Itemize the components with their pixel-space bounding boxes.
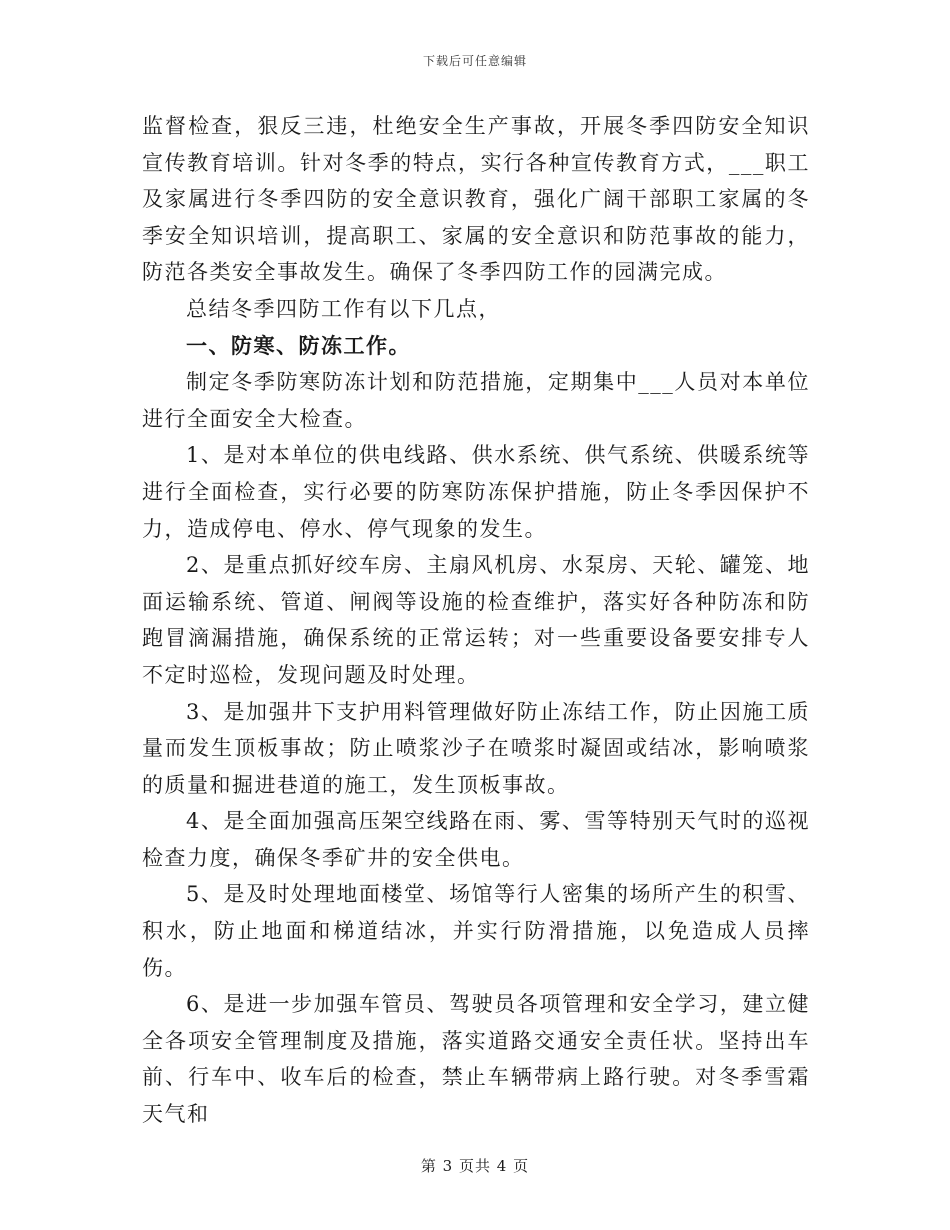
list-item-3: 3、是加强井下支护用料管理做好防止冻结工作，防止因施工质量而发生顶板事故；防止喷浆沙子在喷浆时凝固或结冰，影响喷浆的质量和掘进巷道的施工，发生顶板事故。 [142,699,810,797]
list-item-5: 5、是及时处理地面楼堂、场馆等行人密集的场所产生的积雪、积水，防止地面和梯道结冰，并实行防滑措施，以免造成人员摔伤。 [142,882,810,980]
section-heading-cold-protection: 一、防寒、防冻工作。 [186,332,411,358]
paragraph-continuation: 监督检查，狠反三违，杜绝安全生产事故，开展冬季四防安全知识宣传教育培训。针对冬季的特点，实行各种宣传教育方式，___职工及家属进行冬季四防的安全意识教育，强化广阔干部职工家属的冬季安全知识培训，提高职工、家属的安全意识和防范事故的能力，防范各类安全事故发生。确保了冬季四防工作的园满完成。 [142,114,810,285]
list-item-2: 2、是重点抓好绞车房、主扇风机房、水泵房、天轮、罐笼、地面运输系统、管道、闸阀等设施的检查维护，落实好各种防冻和防跑冒滴漏措施，确保系统的正常运转；对一些重要设备要安排专人不定时巡检，发现问题及时处理。 [142,553,810,687]
page-header: 下载后可任意编辑 [422,54,527,68]
paragraph-summary-intro: 总结冬季四防工作有以下几点， [186,296,501,321]
list-item-4: 4、是全面加强高压架空线路在雨、雾、雪等特别天气时的巡视检查力度，确保冬季矿井的安全供电。 [142,809,810,870]
page-footer: 第 3 页共 4 页 [420,1157,530,1175]
list-item-1: 1、是对本单位的供电线路、供水系统、供气系统、供暖系统等进行全面检查，实行必要的防寒防冻保护措施，防止冬季因保护不力，造成停电、停水、停气现象的发生。 [142,443,810,541]
document-body [142,108,810,1133]
paragraph-plan: 制定冬季防寒防冻计划和防范措施，定期集中___人员对本单位进行全面安全大检查。 [142,370,810,431]
list-item-6: 6、是进一步加强车管员、驾驶员各项管理和安全学习，建立健全各项安全管理制度及措施，落实道路交通安全责任状。坚持出车前、行车中、收车后的检查，禁止车辆带病上路行驶。对冬季雪霜天气和 [142,992,810,1127]
